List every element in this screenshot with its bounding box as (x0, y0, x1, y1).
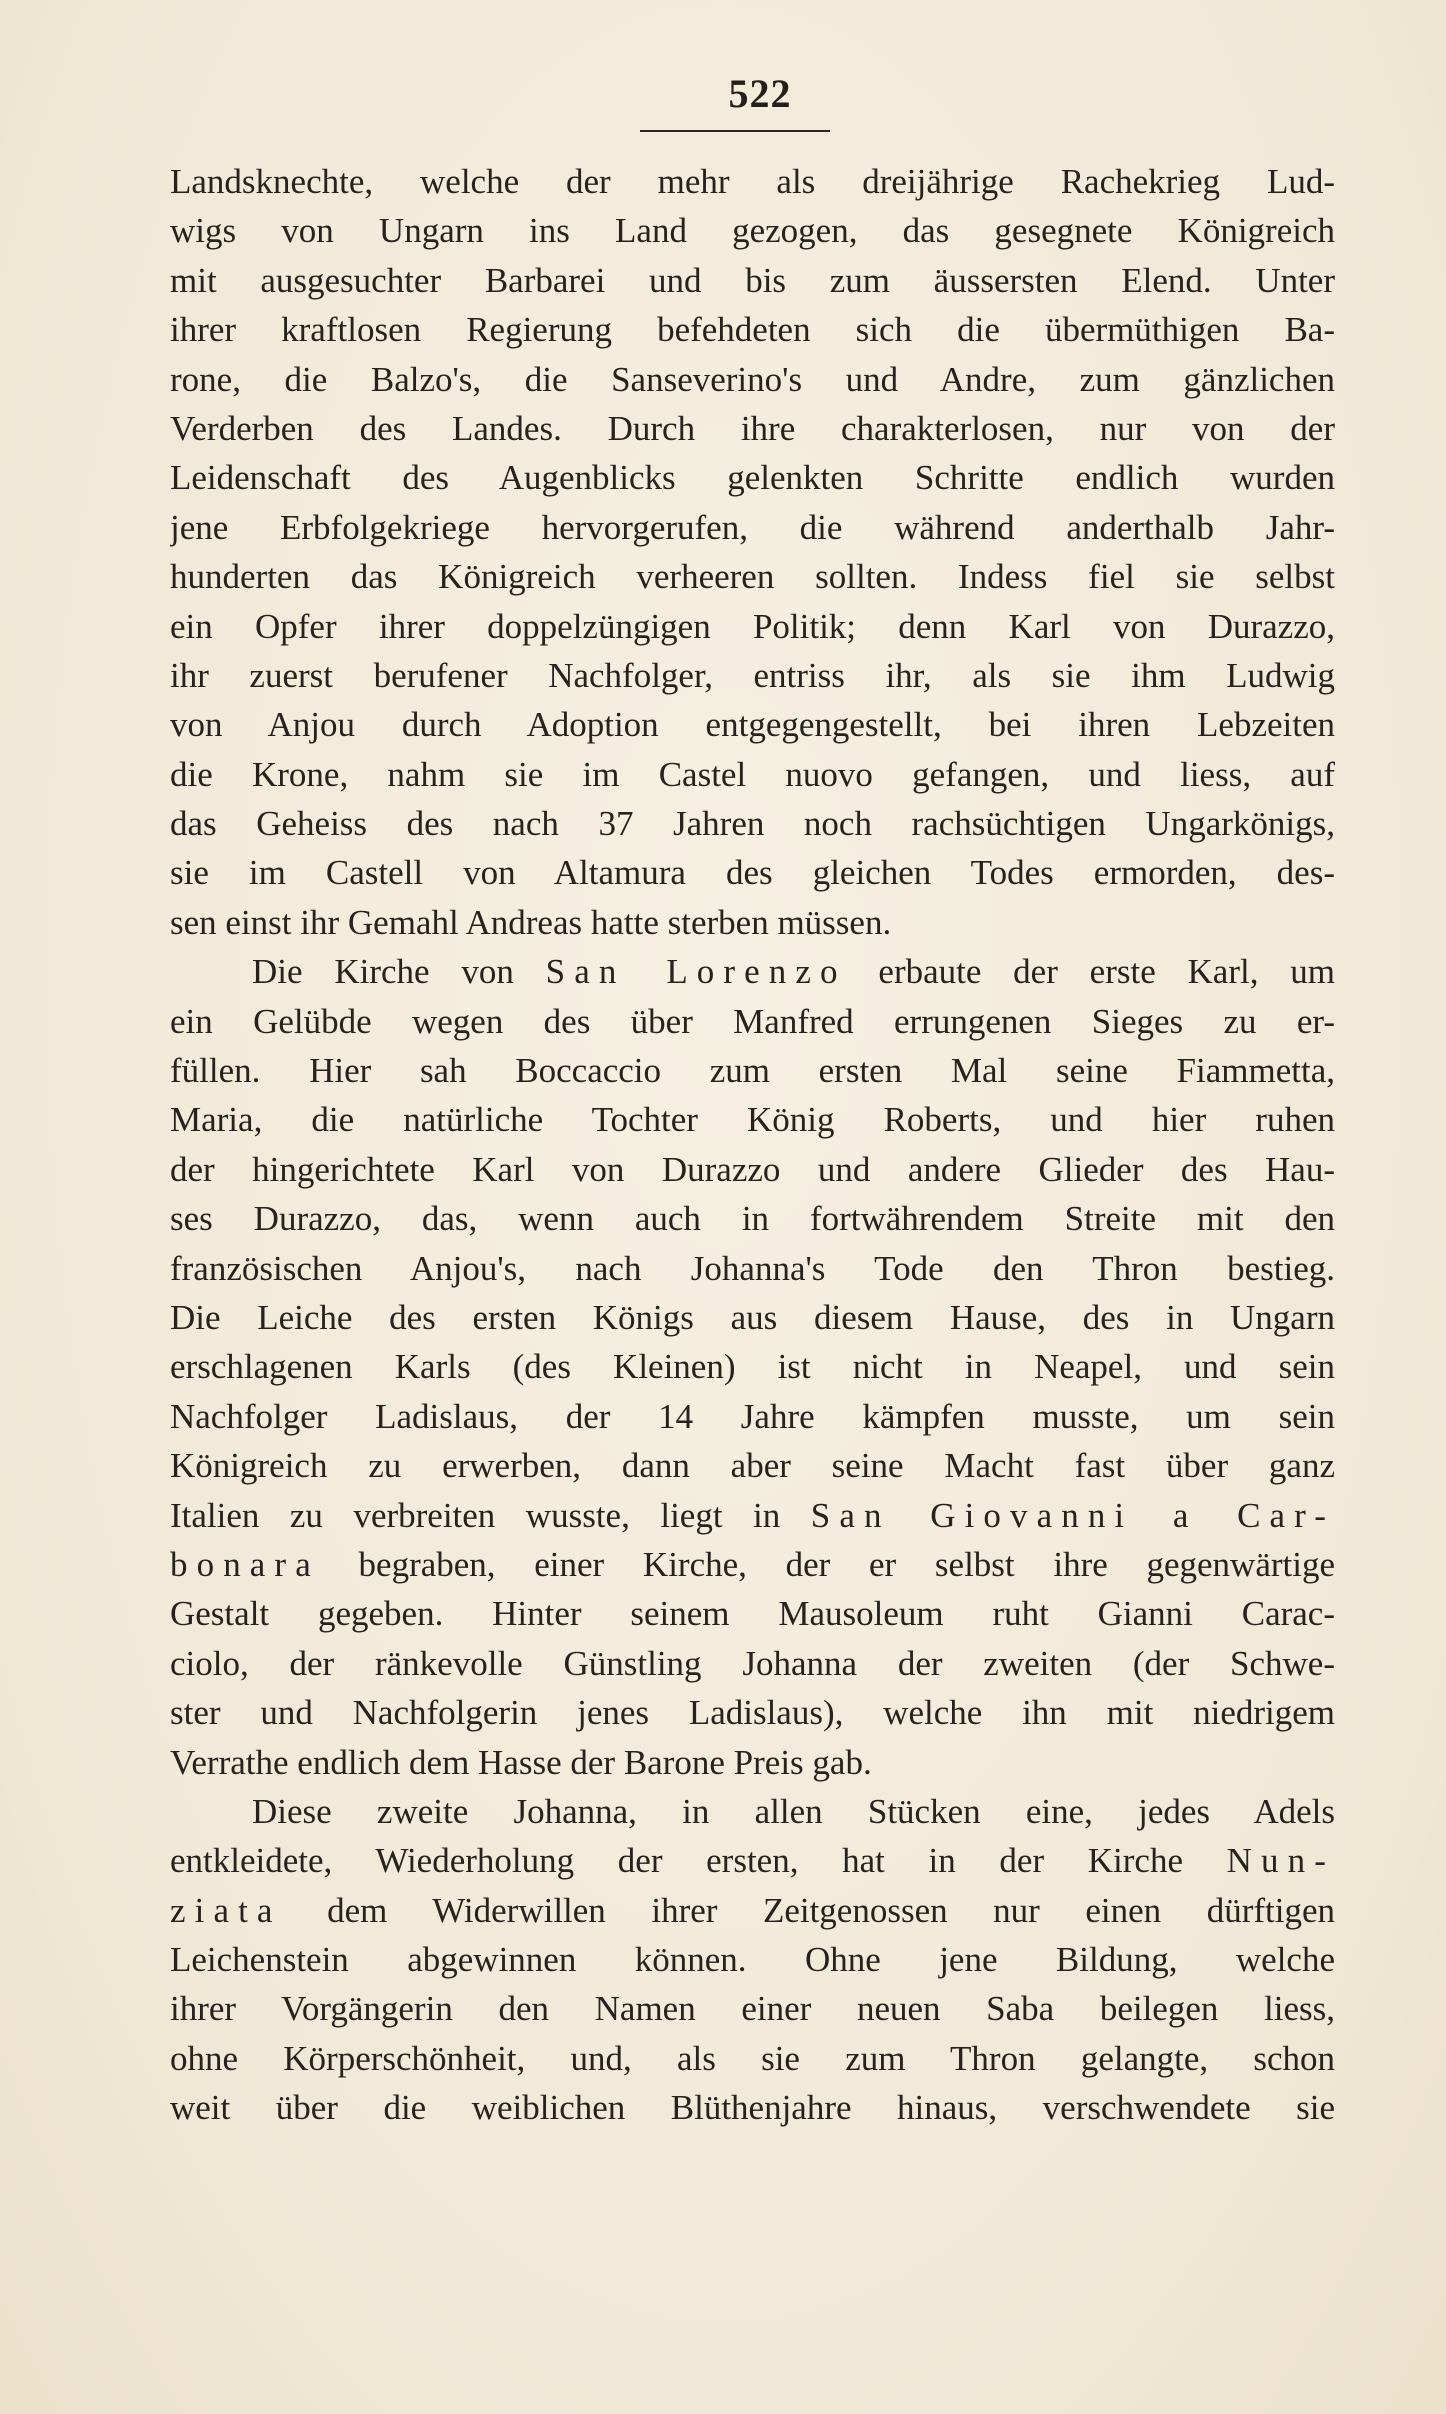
text-run: begraben, einer Kirche, der er selbst ihre gegenwärtige (319, 1544, 1335, 1584)
text-line: Maria, die natürliche Tochter König Roberts, und hier ruhen (170, 1100, 1335, 1140)
header-rule (640, 130, 830, 132)
text-line: wigs von Ungarn ins Land gezogen, das gesegnete Königreich (170, 211, 1335, 251)
text-line: ihr zuerst berufener Nachfolger, entriss ihr, als sie ihm Ludwig (170, 655, 1335, 695)
text-line: Nachfolger Ladislaus, der 14 Jahre kämpfen musste, um sein (170, 1396, 1335, 1436)
text-line: ihrer kraftlosen Regierung befehdeten sich die übermüthigen Ba- (170, 310, 1335, 350)
emphasis-run: San Lorenzo (545, 952, 847, 992)
text-line: von Anjou durch Adoption entgegengestellt, bei ihren Lebzeiten (170, 705, 1335, 745)
text-line: ster und Nachfolgerin jenes Ladislaus), welche ihn mit niedrigem (170, 1693, 1335, 1733)
body-text (170, 157, 1335, 2133)
text-line: die Krone, nahm sie im Castel nuovo gefangen, und liess, auf (170, 754, 1335, 794)
text-line: französischen Anjou's, nach Johanna's Tode den Thron bestieg. (170, 1248, 1335, 1288)
text-line (170, 1491, 1335, 1540)
text-run: erbaute der erste Karl, um (846, 952, 1335, 992)
text-line: ciolo, der ränkevolle Günstling Johanna der zweiten (der Schwe- (170, 1643, 1335, 1683)
text-line: sen einst ihr Gemahl Andreas hatte sterben müssen. (170, 902, 892, 942)
text-line (170, 1540, 1335, 1589)
emphasis-run: ziata (170, 1890, 282, 1930)
text-line: rone, die Balzo's, die Sanseverino's und Andre, zum gänzlichen (170, 359, 1335, 399)
paragraph-2 (170, 947, 1335, 1787)
text-run: Italien zu verbreiten wusste, liegt in (170, 1495, 811, 1535)
emphasis-run: bonara (170, 1544, 320, 1584)
paragraph-3 (170, 1787, 1335, 2133)
text-line: sie im Castell von Altamura des gleichen Todes ermorden, des- (170, 853, 1335, 893)
text-line: mit ausgesuchter Barbarei und bis zum äussersten Elend. Unter (170, 260, 1335, 300)
text-line: erschlagenen Karls (des Kleinen) ist nicht in Neapel, und sein (170, 1347, 1335, 1387)
text-line: jene Erbfolgekriege hervorgerufen, die während anderthalb Jahr- (170, 507, 1335, 547)
text-line: Gestalt gegeben. Hinter seinem Mausoleum ruht Gianni Carac- (170, 1594, 1335, 1634)
text-line: Verderben des Landes. Durch ihre charakterlosen, nur von der (170, 408, 1335, 448)
text-line: Leichenstein abgewinnen können. Ohne jene Bildung, welche (170, 1940, 1335, 1980)
text-line: der hingerichtete Karl von Durazzo und andere Glieder des Hau- (170, 1149, 1335, 1189)
emphasis-run: San Giovanni a Car- (810, 1495, 1335, 1535)
emphasis-run: Nun- (1226, 1841, 1335, 1881)
text-line: ein Gelübde wegen des über Manfred errungenen Sieges zu er- (170, 1001, 1335, 1041)
text-line (170, 1836, 1335, 1885)
text-line: Diese zweite Johanna, in allen Stücken eine, jedes Adels (252, 1791, 1335, 1831)
text-line: Verrathe endlich dem Hasse der Barone Preis gab. (170, 1742, 872, 1782)
text-line: ohne Körperschönheit, und, als sie zum Thron gelangte, schon (170, 2038, 1335, 2078)
text-line: ein Opfer ihrer doppelzüngigen Politik; denn Karl von Durazzo, (170, 606, 1335, 646)
text-line (170, 1886, 1335, 1935)
text-line: ihrer Vorgängerin den Namen einer neuen Saba beilegen liess, (170, 1989, 1335, 2029)
text-line: Königreich zu erwerben, dann aber seine Macht fast über ganz (170, 1446, 1335, 1486)
text-run: dem Widerwillen ihrer Zeitgenossen nur einen dürftigen (281, 1890, 1335, 1930)
text-line: hunderten das Königreich verheeren sollten. Indess fiel sie selbst (170, 557, 1335, 597)
text-line: Die Leiche des ersten Königs aus diesem Hause, des in Ungarn (170, 1297, 1335, 1337)
text-line: Leidenschaft des Augenblicks gelenkten Schritte endlich wurden (170, 458, 1335, 498)
text-line: füllen. Hier sah Boccaccio zum ersten Mal seine Fiammetta, (170, 1051, 1335, 1091)
paragraph-1 (170, 157, 1335, 947)
text-line: weit über die weiblichen Blüthenjahre hinaus, verschwendete sie (170, 2088, 1335, 2128)
text-line: ses Durazzo, das, wenn auch in fortwährendem Streite mit den (170, 1199, 1335, 1239)
text-line: Landsknechte, welche der mehr als dreijährige Rachekrieg Lud- (170, 162, 1335, 201)
text-run: Die Kirche von (252, 952, 546, 992)
text-line (170, 947, 1335, 996)
text-line: das Geheiss des nach 37 Jahren noch rachsüchtigen Ungarkönigs, (170, 804, 1335, 844)
page-number: 522 (728, 71, 792, 116)
text-run: entkleidete, Wiederholung der ersten, hat in der Kirche (170, 1841, 1227, 1881)
